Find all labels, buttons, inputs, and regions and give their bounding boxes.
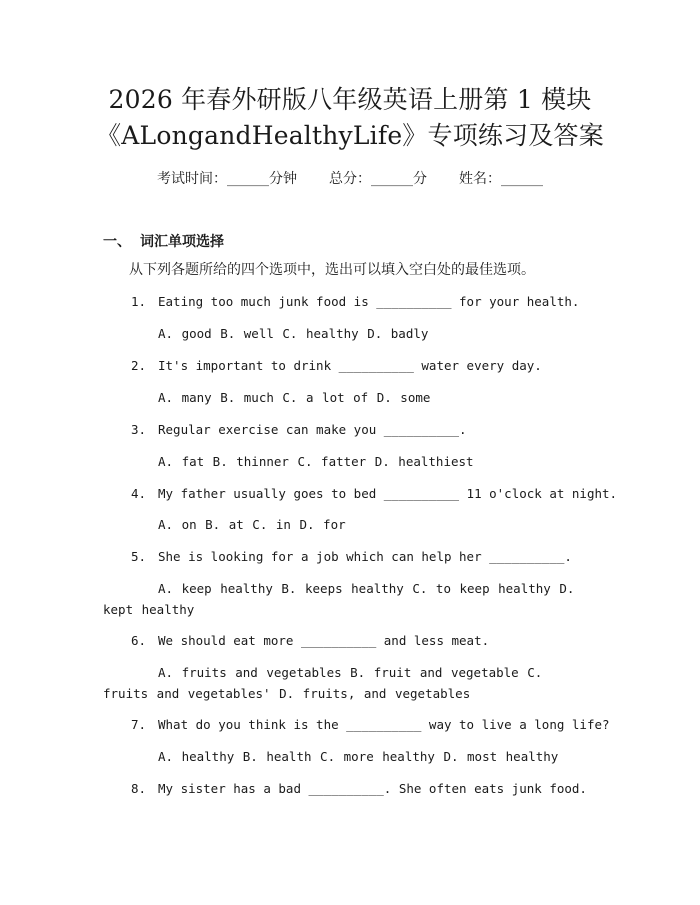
question-text: What do you think is the __________ way to live a long life? [158,717,610,732]
question-text: We should eat more __________ and less meat. [158,633,490,648]
question-6 [103,630,583,651]
question-5-options: A. keep healthy B. keeps healthy C. to keep healthy D. kept healthy [103,581,575,617]
question-text: Regular exercise can make you __________. [158,422,467,437]
section-title: 词汇单项选择 [140,234,224,250]
student-name-field: 姓名：______ [459,171,543,187]
question-number: 1. [131,294,147,309]
question-number: 2. [131,358,147,373]
document-title-line1: 2026 年春外研版八年级英语上册第 1 模块 [108,85,592,114]
question-4-options: A. on B. at C. in D. for [158,517,346,532]
question-text: My sister has a bad __________. She often eats junk food. [158,781,587,796]
question-text: She is looking for a job which can help her __________. [158,549,572,564]
question-7-options: A. healthy B. health C. more healthy D. most healthy [158,749,559,764]
question-3-options: A. fat B. thinner C. fatter D. healthiest [158,454,474,469]
question-number: 6. [131,633,147,648]
question-text: My father usually goes to bed __________ 11 o'clock at night. [158,486,618,501]
question-5 [103,546,583,567]
question-2-options: A. many B. much C. a lot of D. some [158,390,431,405]
question-2 [103,355,583,376]
section-heading [103,231,224,251]
question-number: 7. [131,717,147,732]
question-7 [103,714,610,735]
total-score-field: 总分：______分 [329,171,427,187]
section-number: 一、 [103,234,131,250]
question-1-options: A. good B. well C. healthy D. badly [158,326,429,341]
exam-time-field: 考试时间：______分钟 [157,171,297,187]
question-6-options: A. fruits and vegetables B. fruit and vegetable C. fruits and vegetables' D. fruits, and vegetables [103,665,543,701]
question-3 [103,419,583,440]
question-text: Eating too much junk food is __________ for your health. [158,294,580,309]
document-title-line2: 《ALongandHealthyLife》专项练习及答案 [96,121,604,150]
question-number: 5. [131,549,147,564]
question-number: 4. [131,486,147,501]
question-number: 8. [131,781,147,796]
exam-info [0,168,700,188]
question-8 [103,778,587,799]
question-4 [103,483,618,504]
section-instruction: 从下列各题所给的四个选项中，选出可以填入空白处的最佳选项。 [129,262,535,278]
question-1 [103,291,583,312]
question-number: 3. [131,422,147,437]
question-text: It's important to drink __________ water every day. [158,358,542,373]
